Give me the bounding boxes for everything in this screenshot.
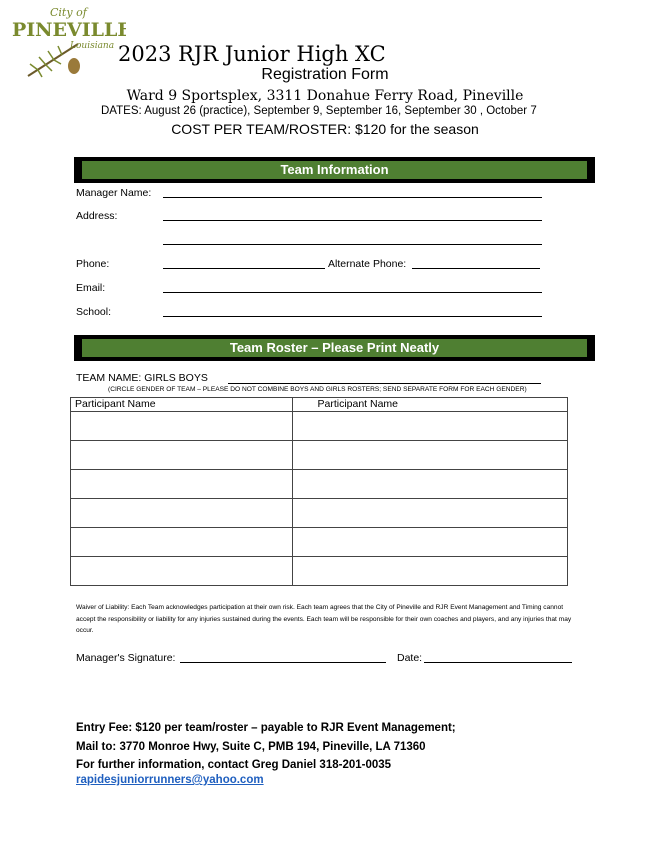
alternate-phone-field[interactable] [412,268,540,269]
alternate-phone-label: Alternate Phone: [328,258,407,270]
contact-line: For further information, contact Greg Daniel 318-201-0035 [76,759,392,771]
manager-name-field[interactable] [163,197,542,198]
roster-row [71,441,568,470]
date-label: Date: [397,652,423,664]
venue-line: Ward 9 Sportsplex, 3311 Donahue Ferry Road, Pineville [126,88,524,104]
team-information-heading: Team Information [82,161,587,179]
contact-email-link[interactable]: rapidesjuniorrunners@yahoo.com [76,774,264,786]
form-subtitle: Registration Form [261,66,389,83]
logo-text-city-of: City of [50,6,87,19]
email-field[interactable] [163,292,542,293]
phone-field[interactable] [163,268,325,269]
roster-row [71,470,568,499]
roster-cell[interactable] [71,412,293,441]
roster-row [71,557,568,586]
roster-cell[interactable] [293,441,568,470]
address-field-line-1[interactable] [163,220,542,221]
dates-line: DATES: August 26 (practice), September 9, September 16, September 30 , October 7 [101,105,537,117]
entry-fee-line: Entry Fee: $120 per team/roster – payable to RJR Event Management; [76,722,456,734]
roster-cell[interactable] [71,470,293,499]
team-information-bar [74,157,595,183]
cost-line: COST PER TEAM/ROSTER: $120 for the season [171,121,479,137]
roster-cell[interactable] [293,528,568,557]
team-name-field[interactable] [228,383,541,384]
team-name-label: TEAM NAME: GIRLS BOYS [76,372,208,384]
address-label: Address: [76,210,118,222]
school-label: School: [76,306,112,318]
manager-signature-field[interactable] [180,662,386,663]
roster-cell[interactable] [71,499,293,528]
manager-signature-label: Manager's Signature: [76,652,176,664]
roster-cell[interactable] [71,557,293,586]
gender-note: (CIRCLE GENDER OF TEAM – PLEASE DO NOT COMBINE BOYS AND GIRLS ROSTERS; SEND SEPARATE FORM FOR EACH GENDER) [108,386,527,393]
roster-cell[interactable] [293,499,568,528]
logo-text-pineville: PINEVILLE [12,19,126,41]
roster-row [71,499,568,528]
roster-row [71,528,568,557]
phone-label: Phone: [76,258,110,270]
manager-name-label: Manager Name: [76,187,152,199]
team-roster-heading: Team Roster – Please Print Neatly [82,339,587,357]
roster-cell[interactable] [293,470,568,499]
roster-header-row [71,398,568,412]
mail-to-line: Mail to: 3770 Monroe Hwy, Suite C, PMB 194, Pineville, LA 71360 [76,741,426,753]
roster-cell[interactable] [293,412,568,441]
roster-row [71,412,568,441]
waiver-text: Waiver of Liability: Each Team acknowledges participation at their own risk. Each team agrees that the City of Pineville and RJR Event Management and Timing cannot accept the responsibility or liability for any injuries sustained during the events. Each team will be responsible for their own coaches and players, and any injuries that may occur. [76,604,572,634]
participant-name-header-2: Participant Name [293,398,568,412]
date-field[interactable] [424,662,572,663]
roster-cell[interactable] [71,441,293,470]
address-field-line-2[interactable] [163,244,542,245]
school-field[interactable] [163,316,542,317]
roster-table [70,397,568,586]
email-label: Email: [76,282,106,294]
roster-cell[interactable] [293,557,568,586]
team-roster-bar [74,335,595,361]
participant-name-header-1: Participant Name [71,398,293,412]
roster-cell[interactable] [71,528,293,557]
event-title: 2023 RJR Junior High XC [118,42,386,66]
logo-text-louisiana: Louisiana [70,41,115,51]
